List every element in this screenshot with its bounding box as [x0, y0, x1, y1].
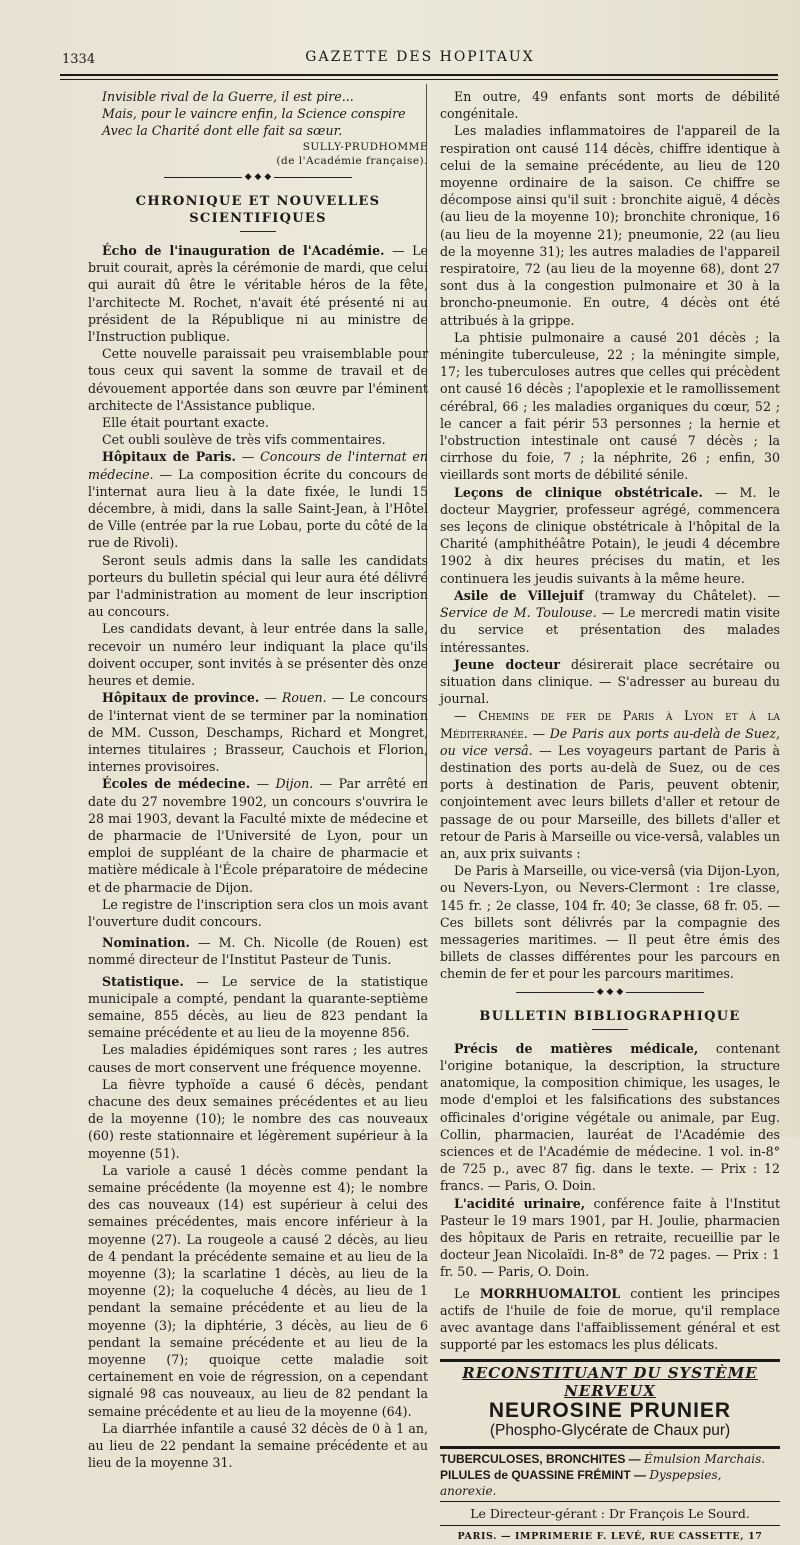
poem-line: Invisible rival de la Guerre, il est pire...	[102, 89, 354, 104]
article-heading: Leçons de clinique obstétricale.	[454, 484, 703, 500]
article-asile	[440, 587, 780, 656]
biblio-acidite	[440, 1195, 780, 1281]
article-subhead: Dijon.	[275, 776, 314, 792]
advert-neurosine	[440, 1359, 780, 1544]
article-text: (tramway du Châtelet). —	[583, 587, 780, 603]
article-text: désirerait place secrétaire ou situation dans clinique. — S'adresser au bureau du journal.	[440, 656, 780, 707]
paragraph: La variole a causé 1 décès comme pendant la semaine précédente (la moyenne est 4); le nombre des cas nouveaux (14) est supérieur à celui des semaines précédentes, mais encore inférieur à la moyenne (27). La rougeole a causé 2 décès, au lieu de 4 pendant la précédente semaine et au lieu de la moyenne (3); la scarlatine 1 décès, au lieu de la moyenne (2); la coqueluche 4 décès, au lieu de 1 pendant la semaine précédente et au lieu de la moyenne (3); la diphtérie, 3 décès, au lieu de 6 pendant la semaine précédente et au lieu de la moyenne (7); quoique cette maladie soit certainement en voie de régression, on a cependant signalé 98 cas nouveaux, au lieu de 82 pendant la semaine précédente et au lieu de la moyenne (64).	[88, 1162, 428, 1419]
article-subhead: De Paris aux ports au-delà de Suez, ou vice versâ.	[440, 725, 780, 758]
article-lecons	[440, 484, 780, 587]
article-heading: Statistique.	[102, 973, 184, 989]
ad-rule	[440, 1525, 780, 1526]
article-echo	[88, 242, 428, 345]
ad-rule	[440, 1501, 780, 1502]
ad-title: RECONSTITUANT DU SYSTÈME NERVEUX	[462, 1364, 758, 1401]
paragraph: En outre, 49 enfants sont morts de débilité congénitale.	[440, 89, 780, 122]
paragraph: Les maladies inflammatoires de l'appareil de la respiration ont causé 114 décès, chiffre identique à celui de la semaine précédente, au lieu de 120 moyenne ordinaire de la saison. Ce chiffre se décompose ainsi qu'il suit : bronchite aiguë, 4 décès (au lieu de la moyenne 10); bronchite chronique, 16 (au lieu de la moyenne 21); pneumonie, 22 (au lieu de la moyenne 31); les autres maladies de l'appareil respiratoire, 72 (au lieu de la moyenne 68), dont 27 sont dus à la congestion pulmonaire et 30 à la broncho-pneumonie. En outre, 4 décès ont été attribués à la grippe.	[440, 123, 780, 328]
article-statistique	[88, 973, 428, 1042]
article-jeune-docteur	[440, 656, 780, 708]
article-hopitaux-province: Hôpitaux de province. — Rouen. — Le concours de l'internat vient de se terminer par la nomination de MM. Cusson, Deschamps, Richard et Mongret, internes titulaires ; Brasseur, Cauchois et Florion, internes provisoires.	[88, 690, 428, 775]
paragraph: Cette nouvelle paraissait peu vraisemblable pour tous ceux qui savent la somme de travail et de dévouement apportée dans son œuvre par l'éminent architecte de l'Assistance publique.	[88, 346, 428, 413]
paragraph: La fièvre typhoïde a causé 6 décès, pendant chacune des deux semaines précédentes et au lieu de la moyenne (10); le nombre des cas nouveaux (60) reste stationnaire et légèrement supérieur à la moyenne (51).	[88, 1076, 428, 1161]
article-heading: Hôpitaux de province.	[102, 690, 260, 706]
article-text: — M. Ch. Nicolle (de Rouen) est nommé directeur de l'Institut Pasteur de Tunis.	[88, 935, 428, 968]
paragraph: Elle était pourtant exacte.	[102, 415, 269, 431]
ad-line-product: Dyspepsies, anorexie.	[440, 1468, 722, 1499]
ad-line-product: Émulsion Marchais.	[644, 1452, 766, 1467]
ad-subtitle: (Phospho-Glycérate de Chaux pur)	[489, 1422, 731, 1440]
left-column	[88, 88, 428, 1471]
paragraph: Le registre de l'inscription sera clos un mois avant l'ouverture dudit concours.	[88, 896, 428, 929]
article-nomination	[88, 934, 428, 968]
article-text: — Les voyageurs partant de Paris à destination des ports au-delà de Suez, ou de ces ports à destination de Paris, peuvent obtenir, conjointement avec leurs billets d'aller et retour de passage de ou pour Marseille, des billets d'aller et retour de Paris à Marseille ou vice-versâ, valables un an, aux prix suivants :	[440, 742, 780, 861]
product-name: MORRHUOMALTOL	[479, 1285, 621, 1301]
right-column	[440, 88, 780, 1545]
paragraph: Cet oubli soulève de très vifs commentaires.	[102, 432, 386, 448]
article-text: — Le mercredi matin visite du service et présentation des malades intéressantes.	[440, 605, 780, 655]
header-rule-thin	[60, 79, 778, 80]
journal-title: GAZETTE DES HOPITAUX	[305, 49, 535, 65]
article-heading: Écho de l'inauguration de l'Académie.	[102, 243, 385, 259]
poem-author-note: (de l'Académie française).	[276, 154, 428, 167]
page-header	[60, 46, 780, 70]
article-text: contient les principes actifs de l'huile de foie de morue, qu'il remplace avec avantage dans l'affaiblissement général et est supporté par les estomacs les plus délicats.	[440, 1285, 780, 1353]
directeur-gerant: Le Directeur-gérant : Dr François Le Sourd.	[470, 1506, 750, 1522]
header-rule	[60, 74, 778, 76]
paragraph: Seront seuls admis dans la salle les candidats porteurs du bulletin spécial qui leur aura été délivré par l'administration au moment de leur inscription au concours.	[88, 552, 428, 620]
article-ecoles: Écoles de médecine. — Dijon. — Par arrêté en date du 27 novembre 1902, un concours s'ouvrira le 28 mai 1903, devant la Faculté mixte de médecine et de pharmacie de l'Université de Lyon, pour un emploi de suppléant de la chaire de pharmacie et matière médicale à l'École préparatoire de médecine et de pharmacie de Dijon.	[88, 776, 428, 895]
article-subhead: Rouen.	[281, 690, 327, 706]
article-heading: Écoles de médecine.	[102, 776, 251, 792]
paragraph: De Paris à Marseille, ou vice-versâ (via Dijon-Lyon, ou Nevers-Lyon, ou Nevers-Clermont : 1re classe, 145 fr. ; 2e classe, 104 fr. 40; 3e classe, 68 fr. 05. — Ces billets sont délivrés par la compagnie des messageries maritimes. — Il peut être émis des billets de classes différentes pour les parcours en chemin de fer et pour les parcours maritimes.	[440, 863, 780, 982]
poem-line: Mais, pour le vaincre enfin, la Science conspire	[102, 106, 406, 122]
ad-rule	[440, 1446, 780, 1449]
article-heading: Précis de matières médicale,	[454, 1040, 699, 1056]
biblio-precis	[440, 1040, 780, 1195]
article-subhead: Service de M. Toulouse.	[440, 605, 597, 621]
advert-morrhuomaltol	[440, 1285, 780, 1354]
article-chemins-de-fer: — Chemins de fer de Paris à Lyon et à la Méditerranée. — De Paris aux ports au-delà de Suez, ou vice versâ. — Les voyageurs partant de Paris à destination des ports au-delà de Suez, ou de ces ports à destination de Paris, peuvent obtenir, conjointement avec leurs billets d'aller et retour de passage de ou pour Marseille, des billets d'aller et retour de Paris à Marseille ou vice-versâ, valables un an, aux prix suivants :	[440, 708, 780, 861]
paragraph: Les maladies épidémiques sont rares ; les autres causes de mort conservent une fréquence moyenne.	[88, 1042, 428, 1075]
ad-line-quassine	[440, 1467, 780, 1499]
poem-author: SULLY-PRUDHOMME	[302, 140, 428, 153]
biblio-title: BULLETIN BIBLIOGRAPHIQUE	[479, 1008, 741, 1024]
short-rule	[240, 231, 276, 232]
article-heading: Jeune docteur	[454, 656, 561, 672]
article-text: — Le concours de l'internat vient de se terminer par la nomination de MM. Cusson, Deschamps, Richard et Mongret, internes titulaires ; Brasseur, Cauchois et Florion, internes provisoires.	[88, 690, 428, 775]
article-text: — Le bruit courait, après la cérémonie de mardi, que celui qui aurait dû être le véritable héros de la fête, l'architecte M. Rochet, n'avait été présenté ni au président de la République ni au ministre de l'Instruction publique.	[88, 243, 428, 345]
paragraph: La diarrhée infantile a causé 32 décès de 0 à 1 an, au lieu de 22 pendant la semaine précédente et au lieu de la moyenne 31.	[88, 1420, 428, 1471]
article-hopitaux-paris: Hôpitaux de Paris. — Concours de l'internat en médecine. — La composition écrite du concours de l'internat aura lieu à la date fixée, le lundi 15 décembre, à midi, dans la salle Saint-Jean, à l'Hôtel de Ville (entrée par la rue Lobau, porte du côté de la rue de Rivoli).	[88, 449, 428, 551]
section-title: CHRONIQUE ET NOUVELLES SCIENTIFIQUES	[135, 193, 381, 226]
article-heading: Asile de Villejuif	[454, 587, 584, 603]
printer-line: PARIS. — IMPRIMERIE F. LEVÉ, RUE CASSETTE, 17	[457, 1530, 763, 1542]
article-text: — Par arrêté en date du 27 novembre 1902, un concours s'ouvrira le 28 mai 1903, devant la Faculté mixte de médecine et de pharmacie de l'Université de Lyon, pour un emploi de suppléant de la chaire de pharmacie et matière médicale à l'École préparatoire de médecine et de pharmacie de Dijon.	[88, 776, 428, 895]
page-number: 1334	[62, 52, 96, 67]
short-rule	[592, 1029, 628, 1030]
article-heading: L'acidité urinaire,	[454, 1195, 586, 1211]
article-text: contenant l'origine botanique, la description, la structure anatomique, la composition chimique, les usages, le mode d'emploi et les falsifications des substances officinales d'origine végétale ou animale, par Eug. Collin, pharmacien, lauréat de l'Académie des sciences et de l'Académie de médecine. 1 vol. in-8° de 725 p., avec 87 fig. dans le texte. — Prix : 12 francs. — Paris, O. Doin.	[440, 1040, 780, 1194]
paragraph: Les candidats devant, à leur entrée dans la salle, recevoir un numéro leur indiquant la place qu'ils doivent occuper, sont invités à se présenter dès onze heures et demie.	[88, 621, 428, 689]
article-subhead: Concours de l'internat en médecine.	[88, 449, 428, 482]
poem-line: Avec la Charité dont elle fait sa sœur.	[102, 123, 343, 139]
article-text: — M. le docteur Maygrier, professeur agrégé, commencera ses leçons de clinique obstétricale à l'hôpital de la Charité (amphithéâtre Potain), le jeudi 4 décembre 1902 à dix heures précises du matin, et les continuera les jeudis suivants à la même heure.	[440, 484, 780, 586]
ornament-divider: ◆ ◆ ◆	[440, 986, 780, 1000]
article-text: conférence faite à l'Institut Pasteur le 19 mars 1901, par H. Joulie, pharmacien des hôpitaux de Paris en retraite, recueillie par le docteur Jean Nicolaïdi. In-8° de 72 pages. — Prix : 1 fr. 50. — Paris, O. Doin.	[440, 1195, 781, 1280]
ad-line-tuberculoses	[440, 1451, 780, 1467]
article-text: La composition écrite du concours de l'internat aura lieu à la date fixée, le lundi 15 décembre, à midi, dans la salle Saint-Jean, à l'Hôtel de Ville (entrée par la rue Lobau, porte du côté de la rue de Rivoli).	[88, 466, 428, 551]
article-heading: Hôpitaux de Paris.	[102, 449, 236, 465]
article-heading: — Chemins de fer de Paris à Lyon et à la Méditerranée.	[440, 708, 780, 741]
ad-line-text: TUBERCULOSES, BRONCHITES —	[440, 1452, 645, 1467]
ornament-divider: ◆ ◆ ◆	[88, 171, 428, 185]
article-text: Le	[454, 1285, 480, 1301]
paragraph: La phtisie pulmonaire a causé 201 décès ; la méningite tuberculeuse, 22 ; la méningite simple, 17; les tuberculoses autres que celles qui précèdent ont causé 16 décès ; l'apoplexie et le ramollissement cérébral, 66 ; les maladies organiques du cœur, 52 ; le cancer a fait périr 53 personnes ; la hernie et l'obstruction intestinale ont causé 7 décès ; la cirrhose du foie, 7 ; la néphrite, 26 ; enfin, 30 vieillards sont morts de débilité sénile.	[440, 329, 780, 483]
article-text: — Le service de la statistique municipale a compté, pendant la quarante-septième semaine, 855 décès, au lieu de 823 pendant la semaine précédente et au lieu de la moyenne 856.	[88, 973, 428, 1041]
ad-rule	[440, 1359, 780, 1362]
article-heading: Nomination.	[102, 935, 190, 951]
ad-line-text: PILULES de QUASSINE FRÉMINT —	[440, 1468, 650, 1483]
ad-product: NEUROSINE PRUNIER	[488, 1399, 732, 1423]
